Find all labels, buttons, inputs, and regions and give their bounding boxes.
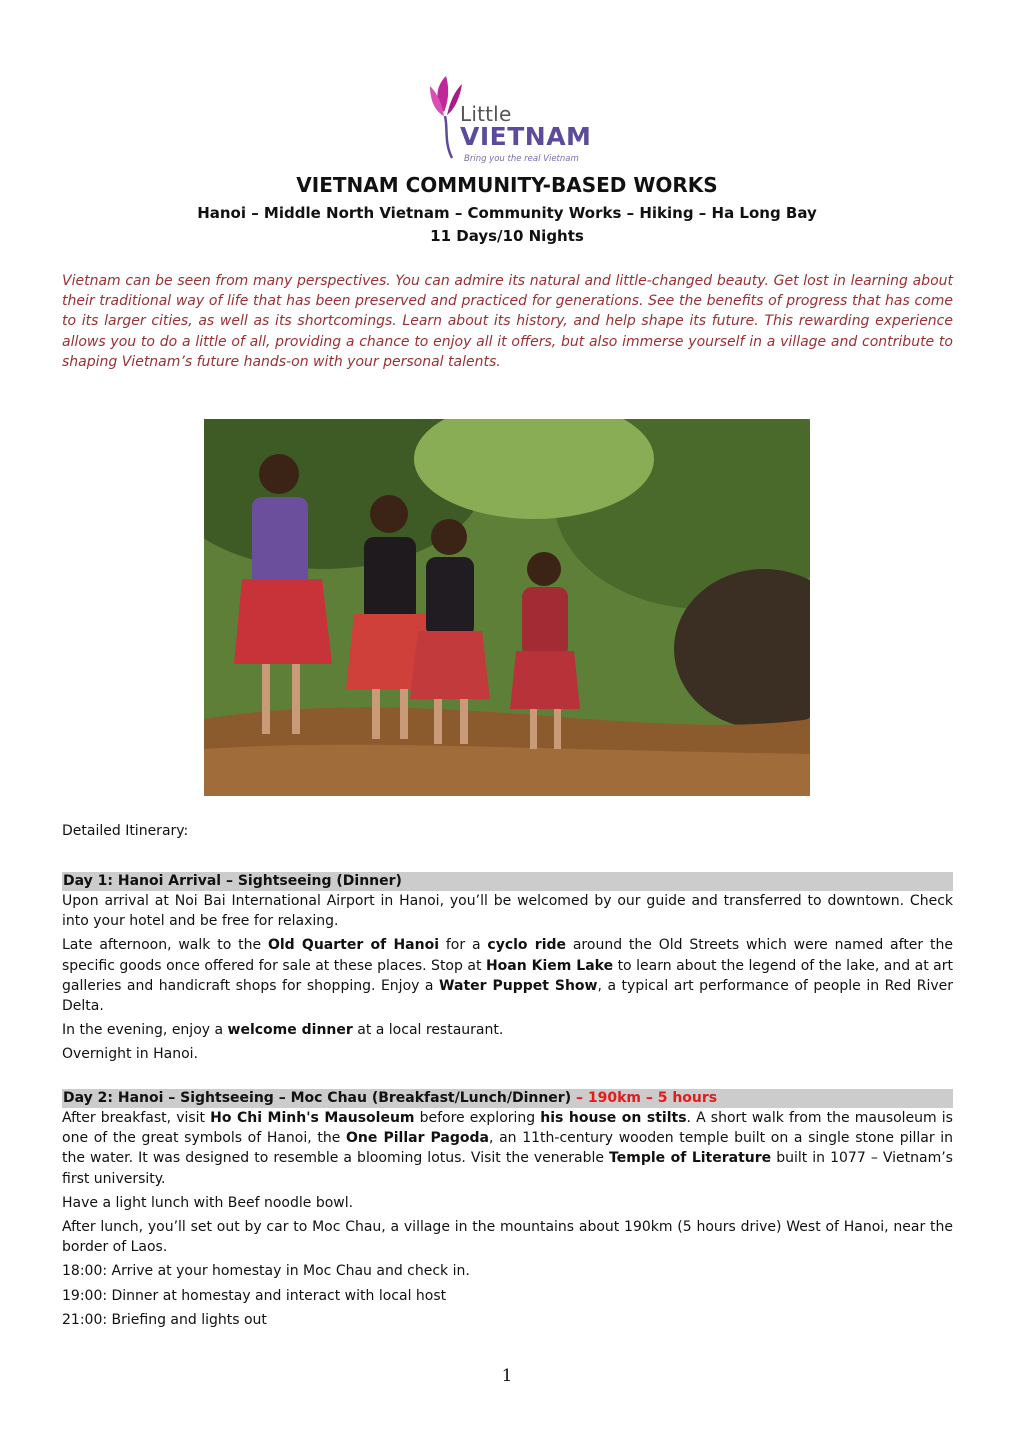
tour-duration: 11 Days/10 Nights <box>430 227 584 245</box>
day-2-paragraph-drive: After lunch, you’ll set out by car to Moc Chau, a village in the mountains about 190km (5 hours drive) West of Hanoi, near the border of Laos. <box>62 1219 953 1256</box>
day-2-paragraph-sightseeing: After breakfast, visit Ho Chi Minh's Mausoleum before exploring his house on stilts. A short walk from the mausoleum is one of the great symbols of Hanoi, the One Pillar Pagoda, an 11th-century wooden temple built on a single stone pillar in the water. It was designed to resemble a blooming lotus. Visit the venerable Temple of Literature built in 1077 – Vietnam’s first university. <box>62 1110 954 1187</box>
day-2-paragraph-lunch: Have a light lunch with Beef noodle bowl. <box>62 1194 354 1211</box>
day-2-distance: – 190km – 5 hours <box>571 1090 718 1106</box>
itinerary-label: Detailed Itinerary: <box>62 823 189 839</box>
day-1-paragraph-arrival: Upon arrival at Noi Bai International Airport in Hanoi, you’ll be welcomed by our guide and transferred to downtown. Check into your hotel and be free for relaxing. <box>62 893 953 930</box>
logo-little-text: Little <box>460 102 512 126</box>
day-1-section <box>62 872 953 1069</box>
day-1-paragraph-old-quarter: Late afternoon, walk to the Old Quarter of Hanoi for a cyclo ride around the Old Streets which were named after the specific goods once offered for sale at these places. Stop at Hoan Kiem Lake to learn about the legend of the lake, and at art galleries and handicraft shops for shopping. Enjoy a Water Puppet Show, a typical art performance of people in Red River Delta. <box>62 937 954 1015</box>
day-1-paragraph-dinner: In the evening, enjoy a welcome dinner at a local restaurant. <box>62 1022 504 1039</box>
day-2-heading: Day 2: Hanoi – Sightseeing – Moc Chau (Breakfast/Lunch/Dinner) – 190km – 5 hours <box>62 1089 953 1108</box>
photo-illustration <box>204 419 810 796</box>
day-2-paragraph-1800: 18:00: Arrive at your homestay in Moc Chau and check in. <box>62 1263 470 1280</box>
logo-vietnam-text: VIETNAM <box>460 122 592 151</box>
intro-paragraph: Vietnam can be seen from many perspectives. You can admire its natural and little-changed beauty. Get lost in learning about their traditional way of life that has been preserved and practiced for generations. See the benefits of progress that has come to its larger cities, as well as its shortcomings. Learn about its history, and help shape its future. This rewarding experience allows you to do a little of all, providing a chance to enjoy all it offers, but also immerse yourself in a village and contribute to shaping Vietnam’s future hands-on with your personal talents. <box>62 273 953 370</box>
logo-tagline: Bring you the real Vietnam <box>464 154 579 164</box>
day-2-paragraph-1900: 19:00: Dinner at homestay and interact with local host <box>62 1287 447 1304</box>
hmong-children-photo <box>204 419 810 796</box>
little-vietnam-logo <box>420 72 600 168</box>
day-1-heading: Day 1: Hanoi Arrival – Sightseeing (Dinner) <box>62 872 953 891</box>
document-title: VIETNAM COMMUNITY-BASED WORKS <box>296 173 718 197</box>
day-1-paragraph-overnight: Overnight in Hanoi. <box>62 1046 198 1063</box>
day-2-paragraph-2100: 21:00: Briefing and lights out <box>62 1311 267 1328</box>
day-2-section <box>62 1089 953 1334</box>
route-subtitle: Hanoi – Middle North Vietnam – Community Works – Hiking – Ha Long Bay <box>197 204 817 222</box>
page-number: 1 <box>501 1366 513 1386</box>
